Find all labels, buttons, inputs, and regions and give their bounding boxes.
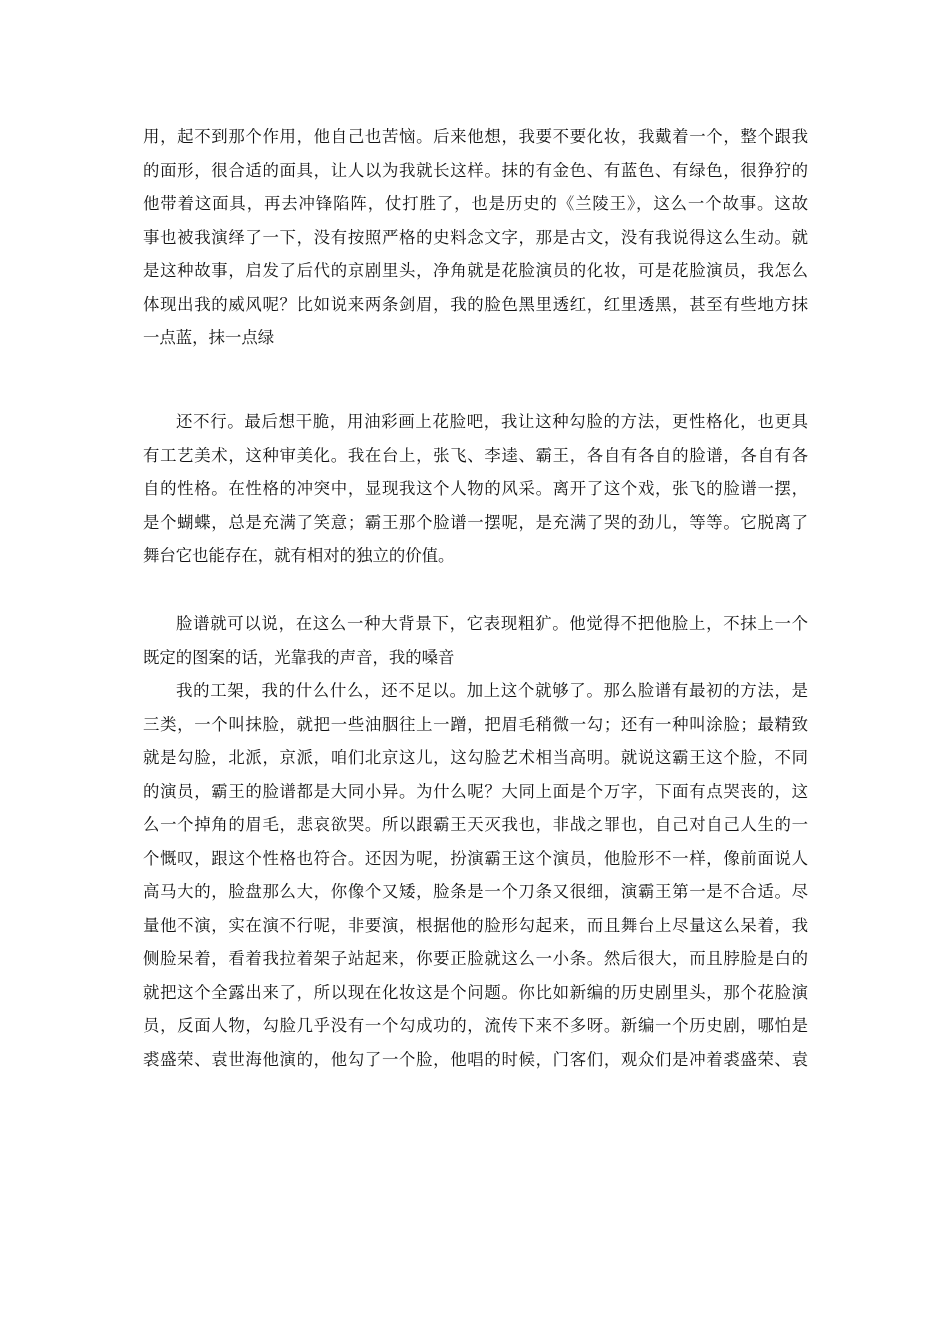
text-line: 体现出我的威风呢？比如说来两条剑眉，我的脸色黑里透红，红里透黑，甚至有些地方抹 <box>143 294 808 314</box>
text-line: 舞台它也能存在，就有相对的独立的价值。 <box>143 546 455 565</box>
text-line: 是个蝴蝶，总是充满了笑意；霸王那个脸谱一摆呢，是充满了哭的劲儿，等等。它脱离了 <box>143 512 808 532</box>
text-line: 一点蓝，抹一点绿 <box>143 328 275 347</box>
text-line: 就把这个全露出来了，所以现在化妆这是个问题。你比如新编的历史剧里头，那个花脸演 <box>143 982 808 1002</box>
text-line: 个慨叹，跟这个性格也符合。还因为呢，扮演霸王这个演员，他脸形不一样，像前面说人 <box>143 848 808 868</box>
text-line: 就是勾脸，北派，京派，咱们北京这儿，这勾脸艺术相当高明。就说这霸王这个脸，不同 <box>143 748 808 767</box>
text-line: 员，反面人物，勾脸几乎没有一个勾成功的，流传下来不多呀。新编一个历史剧，哪怕是 <box>143 1016 808 1035</box>
text-line: 自的性格。在性格的冲突中，显现我这个人物的风采。离开了这个戏，张飞的脸谱一摆， <box>143 479 808 498</box>
paragraph-4 <box>143 674 808 1076</box>
text-line: 量他不演，实在演不行呢，非要演，根据他的脸形勾起来，而且舞台上尽量这么呆着，我 <box>143 915 808 935</box>
text-line: 有工艺美术，这种审美化。我在台上，张飞、李逵、霸王，各自有各自的脸谱，各自有各 <box>143 445 808 465</box>
paragraph-3 <box>143 607 808 674</box>
text-line: 脸谱就可以说，在这么一种大背景下，它表现粗犷。他觉得不把他脸上，不抹上一个 <box>176 614 808 633</box>
paragraph-2 <box>143 405 808 573</box>
text-line: 用，起不到那个作用，他自己也苦恼。后来他想，我要不要化妆，我戴着一个，整个跟我 <box>143 127 808 146</box>
text-line: 是这种故事，启发了后代的京剧里头，净角就是花脸演员的化妆，可是花脸演员，我怎么 <box>143 261 808 280</box>
text-line: 高马大的，脸盘那么大，你像个又矮，脸条是一个刀条又很细，演霸王第一是不合适。尽 <box>143 882 808 901</box>
text-line: 裘盛荣、袁世海他演的，他勾了一个脸，他唱的时候，门客们，观众们是冲着裘盛荣、袁 <box>143 1049 808 1069</box>
text-line: 事也被我演绎了一下，没有按照严格的史料念文字，那是古文，没有我说得这么生动。就 <box>143 227 808 247</box>
text-line: 还不行。最后想干脆，用油彩画上花脸吧，我让这种勾脸的方法，更性格化，也更具 <box>176 412 808 431</box>
text-line: 三类，一个叫抹脸，就把一些油胭往上一蹭，把眉毛稍微一勾；还有一种叫涂脸；最精致 <box>143 714 808 734</box>
text-line: 我的工架，我的什么什么，还不足以。加上这个就够了。那么脸谱有最初的方法，是 <box>176 681 808 700</box>
text-line: 的演员，霸王的脸谱都是大同小异。为什么呢？大同上面是个万字，下面有点哭丧的，这 <box>143 781 808 801</box>
text-line: 侧脸呆着，看着我拉着架子站起来，你要正脸就这么一小条。然后很大，而且脖脸是白的 <box>143 949 808 968</box>
text-line: 么一个掉角的眉毛，悲哀欲哭。所以跟霸王天灭我也，非战之罪也，自己对自己人生的一 <box>143 815 808 834</box>
text-line: 既定的图案的话，光靠我的声音，我的嗓音 <box>143 647 455 667</box>
text-line: 的面形，很合适的面具，让人以为我就长这样。抹的有金色、有蓝色、有绿色，很狰狞的 <box>143 160 808 180</box>
text-line: 他带着这面具，再去冲锋陷阵，仗打胜了，也是历史的《兰陵王》，这么一个故事。这故 <box>143 194 808 213</box>
paragraph-1 <box>143 120 808 355</box>
